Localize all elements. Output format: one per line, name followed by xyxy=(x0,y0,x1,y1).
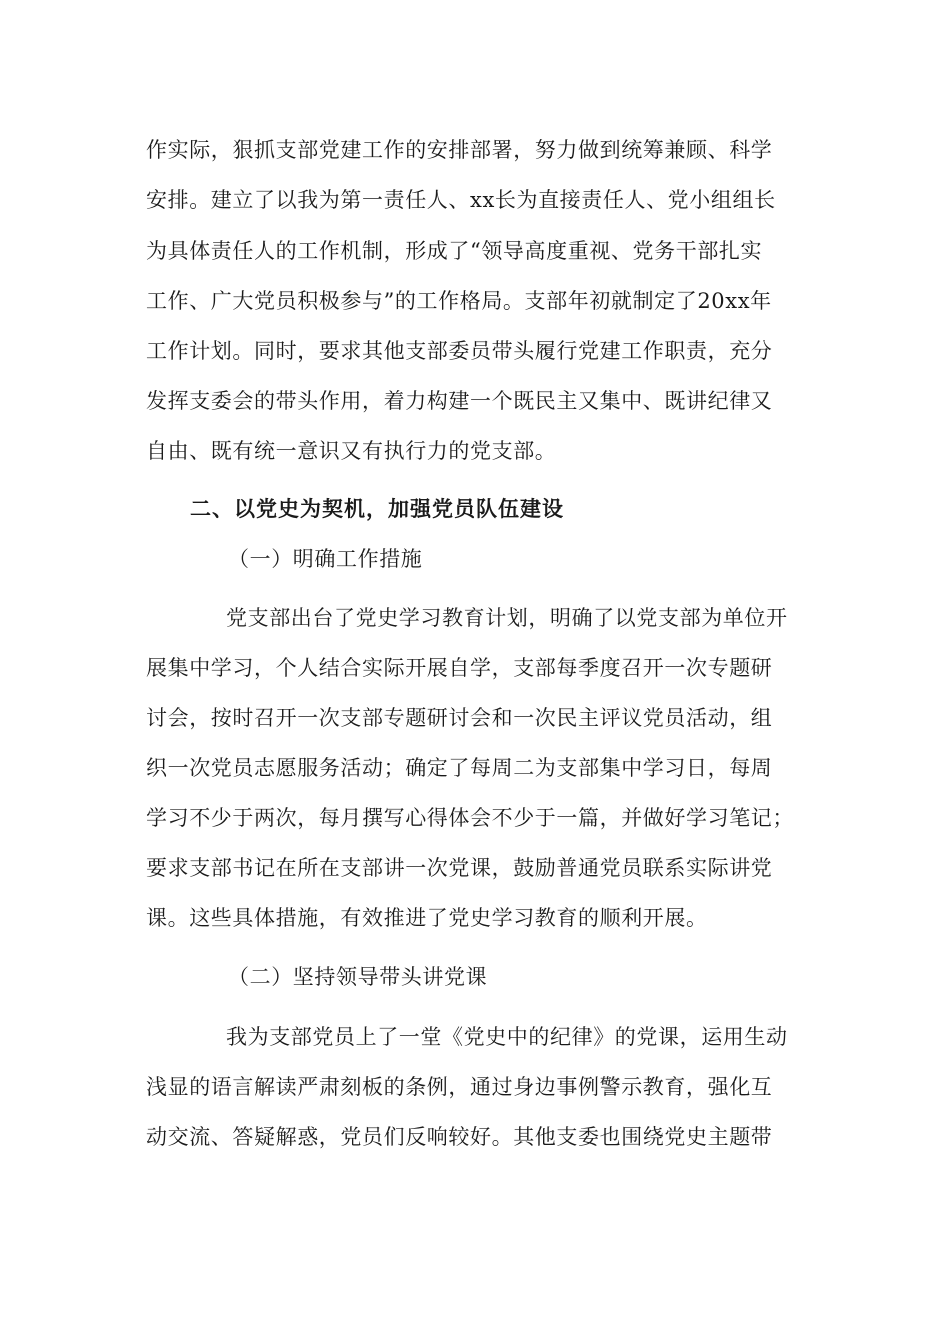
paragraph-line: 安排。建立了以我为第一责任人、xx长为直接责任人、党小组组长 xyxy=(146,188,776,212)
paragraph-line: 浅显的语言解读严肃刻板的条例，通过身边事例警示教育，强化互 xyxy=(146,1075,773,1099)
paragraph-line: 作实际，狠抓支部党建工作的安排部署，努力做到统筹兼顾、科学 xyxy=(146,138,773,162)
paragraph-line: 要求支部书记在所在支部讲一次党课，鼓励普通党员联系实际讲党 xyxy=(146,856,773,880)
paragraph-line: 党支部出台了党史学习教育计划，明确了以党支部为单位开 xyxy=(226,606,788,630)
paragraph-line: 展集中学习，个人结合实际开展自学，支部每季度召开一次专题研 xyxy=(146,656,773,680)
paragraph-line: 发挥支委会的带头作用，着力构建一个既民主又集中、既讲纪律又 xyxy=(146,389,773,413)
subsection-heading: （一）明确工作措施 xyxy=(228,547,423,571)
paragraph-line: 讨会，按时召开一次支部专题研讨会和一次民主评议党员活动，组 xyxy=(146,706,773,730)
subsection-heading: （二）坚持领导带头讲党课 xyxy=(228,965,488,989)
paragraph-line: 课。这些具体措施，有效推进了党史学习教育的顺利开展。 xyxy=(146,906,708,930)
paragraph-line: 学习不少于两次，每月撰写心得体会不少于一篇，并做好学习笔记； xyxy=(146,806,794,830)
paragraph-line: 工作、广大党员积极参与”的工作格局。支部年初就制定了20xx年 xyxy=(146,289,772,313)
paragraph-line: 为具体责任人的工作机制，形成了“领导高度重视、党务干部扎实 xyxy=(146,239,763,263)
section-heading: 二、以党史为契机，加强党员队伍建设 xyxy=(190,497,564,521)
paragraph-line: 我为支部党员上了一堂《党史中的纪律》的党课，运用生动 xyxy=(226,1025,788,1049)
paragraph-line: 织一次党员志愿服务活动；确定了每周二为支部集中学习日，每周 xyxy=(146,756,773,780)
paragraph-line: 工作计划。同时，要求其他支部委员带头履行党建工作职责，充分 xyxy=(146,339,773,363)
paragraph-line: 自由、既有统一意识又有执行力的党支部。 xyxy=(146,439,557,463)
paragraph-line: 动交流、答疑解惑，党员们反响较好。其他支委也围绕党史主题带 xyxy=(146,1125,773,1149)
